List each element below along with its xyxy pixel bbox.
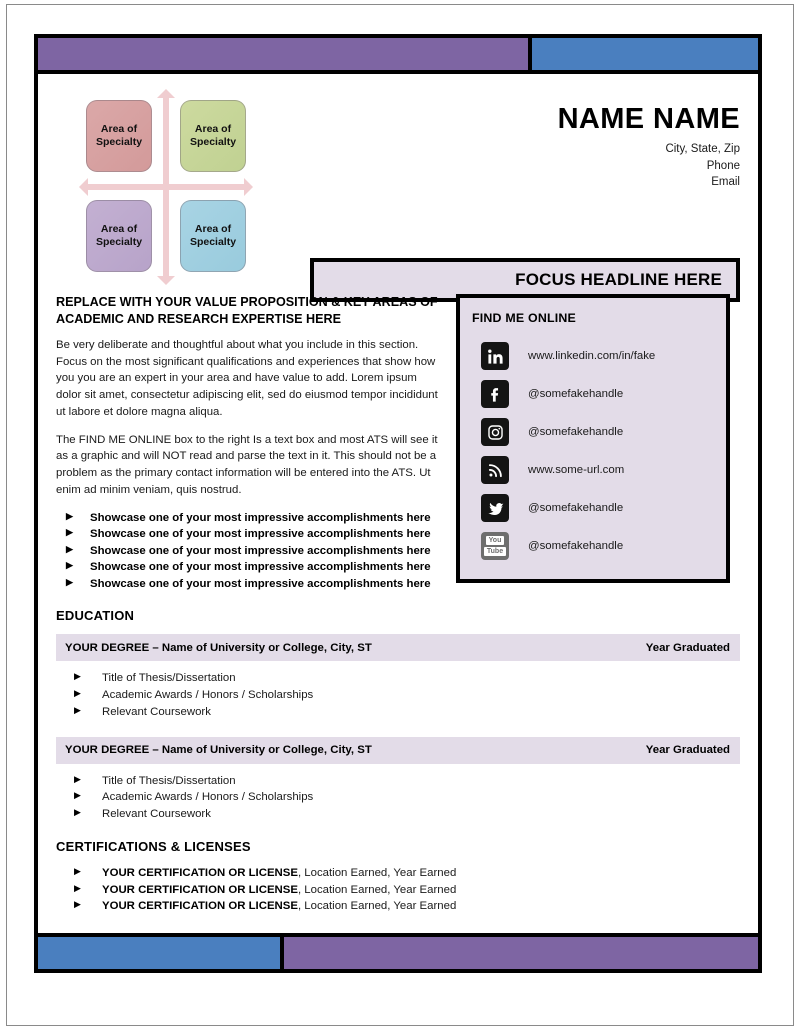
accomplishment-text: Showcase one of your most impressive accomplishments here (90, 544, 431, 557)
social-row-youtube[interactable] (472, 527, 714, 565)
social-row-rss[interactable] (472, 451, 714, 489)
find-me-online-title: FIND ME ONLINE (472, 311, 576, 325)
purple-header-bar (38, 38, 528, 70)
arrow-right-icon (244, 178, 253, 196)
youtube-icon-line1: You (486, 536, 505, 545)
certifications-section-heading: CERTIFICATIONS & LICENSES (56, 838, 251, 854)
purple-footer-bar (284, 937, 758, 969)
certifications-list (56, 865, 740, 915)
page-sheet (6, 4, 794, 1026)
social-row-facebook[interactable] (472, 375, 714, 413)
accomplishment-text: Showcase one of your most impressive accomplishments here (90, 528, 431, 541)
education-bullet-list (56, 670, 740, 720)
triangle-bullet-icon: ▶ (74, 704, 81, 715)
contact-phone: Phone (706, 159, 740, 172)
triangle-bullet-icon: ▶ (74, 790, 81, 801)
find-me-online-panel (456, 294, 730, 583)
facebook-icon[interactable] (481, 380, 509, 408)
specialty-box-top-left: Area of Specialty (86, 100, 152, 172)
triangle-bullet-icon: ▶ (66, 510, 73, 521)
education-bullet-text: Academic Awards / Honors / Scholarships (102, 689, 314, 702)
specialty-box-bottom-left: Area of Specialty (86, 200, 152, 272)
twitter-icon[interactable] (481, 494, 509, 522)
education-year: Year Graduated (645, 641, 730, 654)
list-item (56, 882, 740, 899)
list-item (56, 898, 740, 915)
horizontal-arrow-shaft (86, 184, 246, 190)
certification-detail: , Location Earned, Year Earned (297, 883, 457, 896)
youtube-value: @somefakehandle (528, 540, 624, 552)
social-row-linkedin[interactable] (472, 337, 714, 375)
education-entry-header (56, 634, 740, 661)
triangle-bullet-icon: ▶ (74, 882, 81, 893)
contact-email: Email (711, 176, 740, 189)
certification-detail: , Location Earned, Year Earned (297, 900, 457, 913)
header-zone (38, 78, 758, 294)
accomplishment-text: Showcase one of your most impressive accomplishments here (90, 577, 431, 590)
education-bullet-text: Title of Thesis/Dissertation (102, 672, 236, 685)
summary-zone (38, 294, 758, 592)
certification-name: YOUR CERTIFICATION OR LICENSE (102, 883, 298, 896)
triangle-bullet-icon: ▶ (74, 807, 81, 818)
areas-of-specialty-graphic (86, 96, 246, 278)
accomplishments-list (56, 510, 438, 593)
triangle-bullet-icon: ▶ (74, 773, 81, 784)
education-section-heading: EDUCATION (56, 608, 135, 624)
focus-headline-text: FOCUS HEADLINE HERE (515, 270, 722, 289)
arrow-up-icon (157, 89, 175, 98)
triangle-bullet-icon: ▶ (74, 899, 81, 910)
education-entry (56, 634, 740, 720)
youtube-icon-line2: Tube (484, 547, 506, 556)
youtube-icon[interactable] (481, 532, 509, 560)
education-year: Year Graduated (645, 744, 730, 757)
education-bullet-list (56, 773, 740, 823)
list-item (56, 510, 438, 527)
specialty-box-bottom-right: Area of Specialty (180, 200, 246, 272)
resume-content (38, 78, 758, 929)
triangle-bullet-icon: ▶ (66, 560, 73, 571)
instagram-icon[interactable] (481, 418, 509, 446)
social-row-instagram[interactable] (472, 413, 714, 451)
list-item (56, 806, 740, 823)
blue-footer-bar (38, 937, 280, 969)
education-and-certifications (38, 608, 758, 915)
list-item (56, 687, 740, 704)
identity-block (558, 104, 740, 190)
header-color-bars (38, 38, 758, 74)
find-me-online-column (456, 294, 730, 592)
linkedin-value: www.linkedin.com/in/fake (528, 350, 656, 362)
facebook-value: @somefakehandle (528, 388, 624, 400)
value-proposition-column (56, 294, 456, 592)
arrow-down-icon (157, 276, 175, 285)
accomplishment-text: Showcase one of your most impressive accomplishments here (90, 561, 431, 574)
education-degree: YOUR DEGREE – Name of University or College, City, ST (65, 641, 372, 654)
triangle-bullet-icon: ▶ (74, 671, 81, 682)
list-item (56, 670, 740, 687)
twitter-value: @somefakehandle (528, 502, 624, 514)
education-bullet-text: Title of Thesis/Dissertation (102, 774, 236, 787)
education-degree: YOUR DEGREE – Name of University or College, City, ST (65, 744, 372, 757)
contact-city-state-zip: City, State, Zip (665, 143, 740, 156)
rss-icon[interactable] (481, 456, 509, 484)
instagram-value: @somefakehandle (528, 426, 624, 438)
triangle-bullet-icon: ▶ (66, 543, 73, 554)
education-bullet-text: Academic Awards / Honors / Scholarships (102, 791, 314, 804)
footer-color-bars (38, 933, 758, 969)
accomplishment-text: Showcase one of your most impressive accomplishments here (90, 511, 431, 524)
list-item (56, 865, 740, 882)
triangle-bullet-icon: ▶ (66, 527, 73, 538)
certification-row (102, 898, 740, 915)
specialty-box-top-right: Area of Specialty (180, 100, 246, 172)
education-bullet-text: Relevant Coursework (102, 808, 211, 821)
arrow-left-icon (79, 178, 88, 196)
education-bullet-text: Relevant Coursework (102, 705, 211, 718)
value-proposition-heading: REPLACE WITH YOUR VALUE PROPOSITION & KEY AREAS OF ACADEMIC AND RESEARCH EXPERTISE HERE (56, 295, 438, 326)
list-item (56, 704, 740, 721)
education-entry (56, 737, 740, 823)
certification-row (102, 882, 740, 899)
list-item (56, 559, 438, 576)
list-item (56, 789, 740, 806)
resume-document (34, 34, 762, 973)
rss-value: www.some-url.com (528, 464, 625, 476)
page-title: NAME NAME (557, 103, 740, 135)
list-item (56, 543, 438, 560)
contact-details (558, 141, 740, 190)
linkedin-icon[interactable] (481, 342, 509, 370)
triangle-bullet-icon: ▶ (66, 576, 73, 587)
value-proposition-paragraph-2: The FIND ME ONLINE box to the right Is a text box and most ATS will see it as a graphic and will NOT read and parse the text in it. This should not be a problem as the primary contact information will be entered into the ATS. Ut enim ad minim veniam, quis nostrud. (56, 433, 438, 496)
value-proposition-paragraph-1: Be very deliberate and thoughtful about what you include in this section. Focus on the most significant qualifications and experiences that show how you you are an expert in your area and have value to add. Lorem ipsum dolor sit amet, consectetur adipiscing elit, sed do eiusmod tempor incididunt ut labore et dolore magna aliqua. (56, 338, 438, 418)
list-item (56, 773, 740, 790)
certification-detail: , Location Earned, Year Earned (297, 866, 457, 879)
social-row-twitter[interactable] (472, 489, 714, 527)
certification-name: YOUR CERTIFICATION OR LICENSE (102, 900, 298, 913)
triangle-bullet-icon: ▶ (74, 688, 81, 699)
list-item (56, 526, 438, 543)
certification-row (102, 865, 740, 882)
blue-header-bar (532, 38, 758, 70)
triangle-bullet-icon: ▶ (74, 865, 81, 876)
list-item (56, 576, 438, 593)
certification-name: YOUR CERTIFICATION OR LICENSE (102, 866, 298, 879)
education-entry-header (56, 737, 740, 764)
